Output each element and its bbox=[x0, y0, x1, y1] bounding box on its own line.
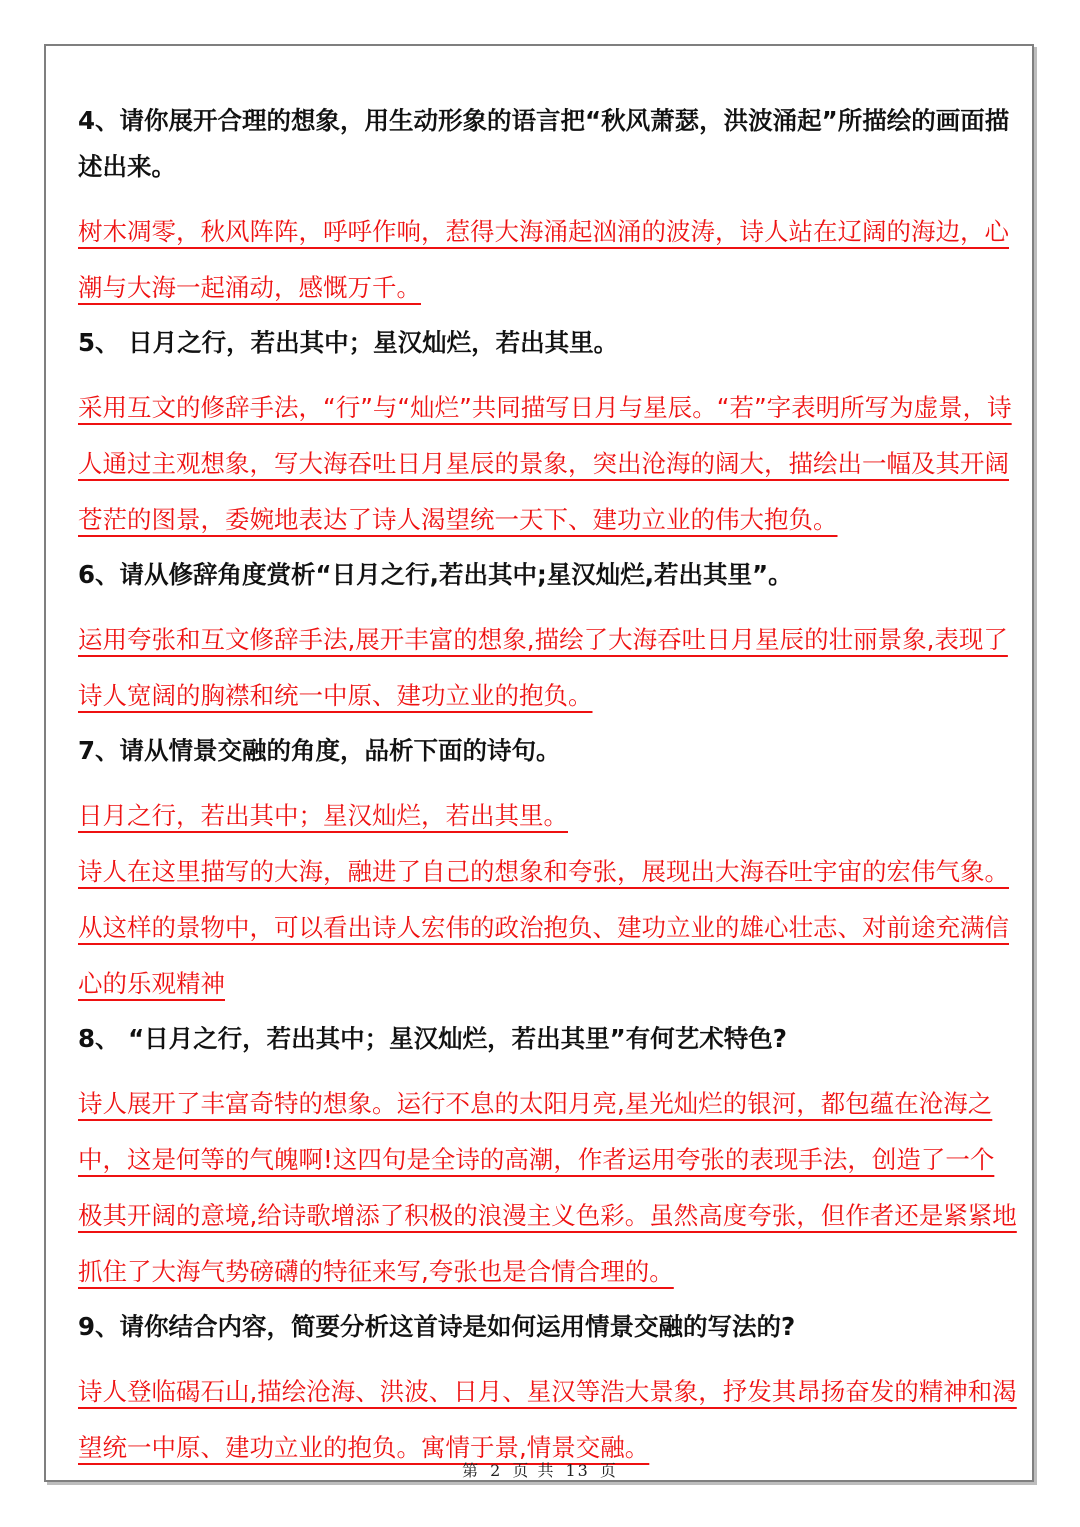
footer-prefix: 第 bbox=[462, 1461, 481, 1480]
question-8: 8、 “日月之行，若出其中；星汉灿烂，若出其里”有何艺术特色? bbox=[78, 1024, 787, 1053]
footer-page-number: 2 bbox=[490, 1461, 503, 1480]
answer-5 bbox=[78, 380, 1018, 548]
answer-7 bbox=[78, 844, 1018, 1012]
answer-6 bbox=[78, 612, 1018, 724]
footer-suffix: 页 bbox=[599, 1461, 618, 1480]
answer-9-text: 诗人登临碣石山,描绘沧海、洪波、日月、星汉等浩大景象，抒发其昂扬奋发的精神和渴望统一中原、建功立业的抱负。寓情于景,情景交融。 bbox=[78, 1377, 1017, 1462]
question-6: 6、请从修辞角度赏析“日月之行,若出其中;星汉灿烂,若出其里”。 bbox=[78, 560, 793, 589]
answer-7-text: 诗人在这里描写的大海，融进了自己的想象和夸张，展现出大海吞吐宇宙的宏伟气象。从这样的景物中，可以看出诗人宏伟的政治抱负、建功立业的雄心壮志、对前途充满信心的乐观精神 bbox=[78, 857, 1009, 998]
answer-8 bbox=[78, 1076, 1018, 1300]
question-4: 4、请你展开合理的想象，用生动形象的语言把“秋风萧瑟，洪波涌起”所描绘的画面描述出来。 bbox=[78, 106, 1010, 181]
answer-4-text: 树木凋零，秋风阵阵，呼呼作响，惹得大海涌起汹涌的波涛，诗人站在辽阔的海边，心潮与大海一起涌动，感慨万千。 bbox=[78, 217, 1009, 302]
footer-middle: 页 共 bbox=[512, 1461, 556, 1480]
question-5: 5、 日月之行，若出其中；星汉灿烂，若出其里。 bbox=[78, 328, 619, 357]
question-9: 9、请你结合内容，简要分析这首诗是如何运用情景交融的写法的? bbox=[78, 1312, 796, 1341]
footer-total-pages: 13 bbox=[565, 1461, 590, 1480]
question-7: 7、请从情景交融的角度，品析下面的诗句。 bbox=[78, 736, 561, 765]
page-footer bbox=[0, 1458, 1080, 1481]
answer-6-text: 运用夸张和互文修辞手法,展开丰富的想象,描绘了大海吞吐日月星辰的壮丽景象,表现了诗人宽阔的胸襟和统一中原、建功立业的抱负。 bbox=[78, 625, 1008, 710]
answer-7-poem-text: 日月之行，若出其中；星汉灿烂，若出其里。 bbox=[78, 801, 568, 830]
answer-7-poem bbox=[78, 788, 1018, 844]
answer-4 bbox=[78, 204, 1018, 316]
answer-5-text: 采用互文的修辞手法，“行”与“灿烂”共同描写日月与星辰。“若”字表明所写为虚景，诗人通过主观想象，写大海吞吐日月星辰的景象，突出沧海的阔大，描绘出一幅及其开阔苍茫的图景，委婉地表达了诗人渴望统一天下、建功立业的伟大抱负。 bbox=[78, 393, 1012, 534]
worksheet-content bbox=[78, 98, 1018, 1476]
answer-8-text: 诗人展开了丰富奇特的想象。运行不息的太阳月亮,星光灿烂的银河，都包蕴在沧海之中，这是何等的气魄啊!这四句是全诗的高潮，作者运用夸张的表现手法，创造了一个极其开阔的意境,给诗歌增添了积极的浪漫主义色彩。虽然高度夸张，但作者还是紧紧地抓住了大海气势磅礴的特征来写,夸张也是合情合理的。 bbox=[78, 1089, 1017, 1286]
